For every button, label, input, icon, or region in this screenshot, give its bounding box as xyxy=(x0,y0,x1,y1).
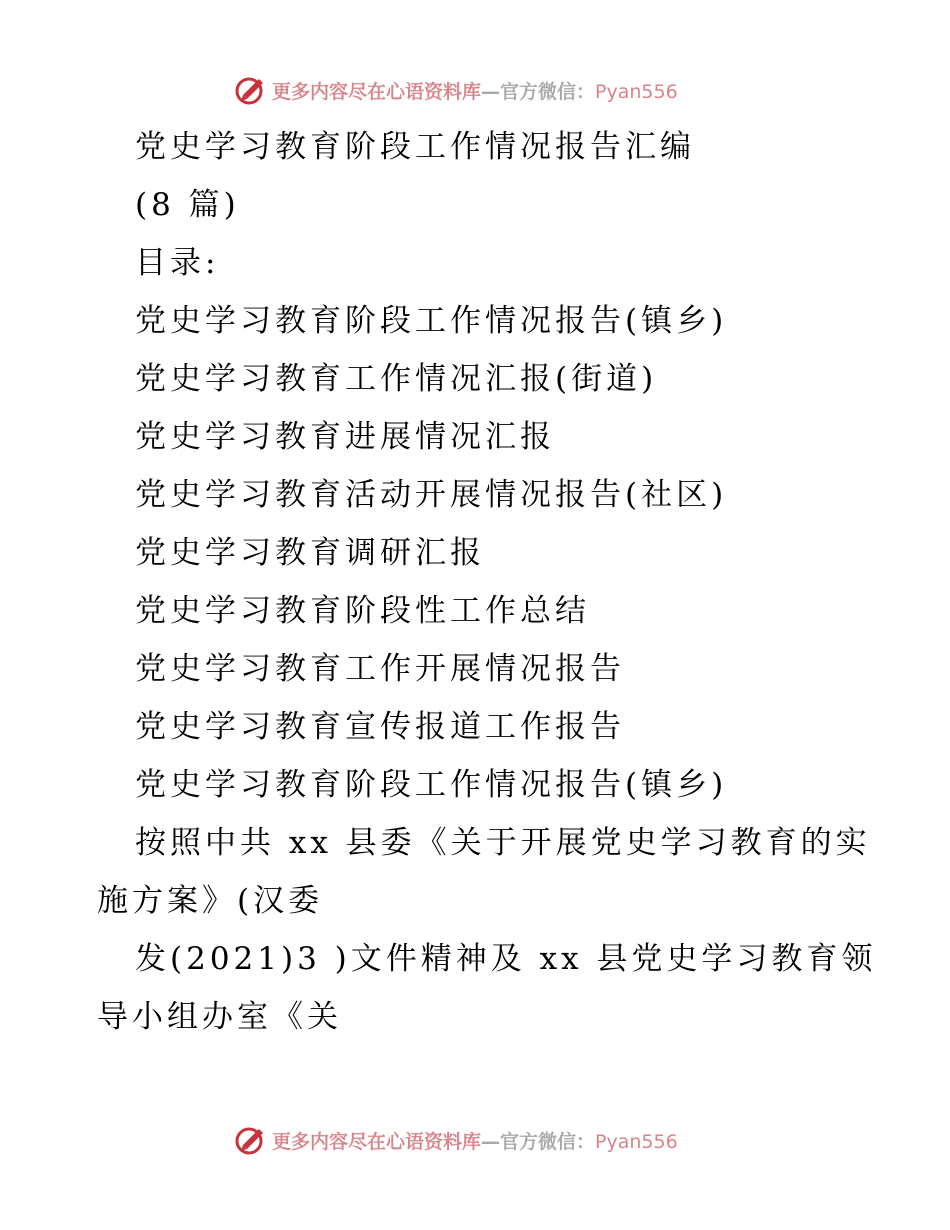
body-paragraph-line: 发(2021)3 )文件精神及 xx 县党史学习教育领 xyxy=(135,941,877,977)
watermark-text xyxy=(272,1127,678,1154)
watermark-separator: — xyxy=(481,1130,501,1153)
watermark-contact-id: Pyan556 xyxy=(595,1130,678,1153)
watermark-brand: 更多内容尽在心语资料库 xyxy=(272,1130,482,1153)
watermark-brand: 更多内容尽在心语资料库 xyxy=(272,80,482,103)
footer-watermark xyxy=(234,1123,678,1157)
toc-label: 目录: xyxy=(135,245,220,281)
toc-item: 党史学习教育调研汇报 xyxy=(135,535,485,571)
toc-item: 党史学习教育工作开展情况报告 xyxy=(135,651,625,687)
watermark-contact-label: 官方微信： xyxy=(500,80,596,103)
pen-logo-icon xyxy=(234,73,268,107)
toc-item: 党史学习教育阶段工作情况报告(镇乡) xyxy=(135,303,728,339)
watermark-separator: — xyxy=(481,80,501,103)
section-heading: 党史学习教育阶段工作情况报告(镇乡) xyxy=(135,767,728,803)
toc-item: 党史学习教育进展情况汇报 xyxy=(135,419,555,455)
toc-item: 党史学习教育阶段性工作总结 xyxy=(135,593,590,629)
header-watermark xyxy=(234,73,678,107)
body-paragraph-line: 按照中共 xx 县委《关于开展党史学习教育的实 xyxy=(135,825,871,861)
toc-item: 党史学习教育宣传报道工作报告 xyxy=(135,709,625,745)
body-paragraph-line: 导小组办室《关 xyxy=(97,999,342,1035)
body-paragraph-line: 施方案》(汉委 xyxy=(97,883,324,919)
document-title: 党史学习教育阶段工作情况报告汇编 xyxy=(135,129,695,165)
pen-logo-icon xyxy=(234,1123,268,1157)
watermark-text xyxy=(272,77,678,104)
toc-item: 党史学习教育工作情况汇报(街道) xyxy=(135,361,658,397)
document-body xyxy=(97,118,877,1046)
watermark-contact-id: Pyan556 xyxy=(595,80,678,103)
toc-item: 党史学习教育活动开展情况报告(社区) xyxy=(135,477,728,513)
watermark-contact-label: 官方微信： xyxy=(500,1130,596,1153)
document-title-count: (8 篇) xyxy=(135,187,240,223)
